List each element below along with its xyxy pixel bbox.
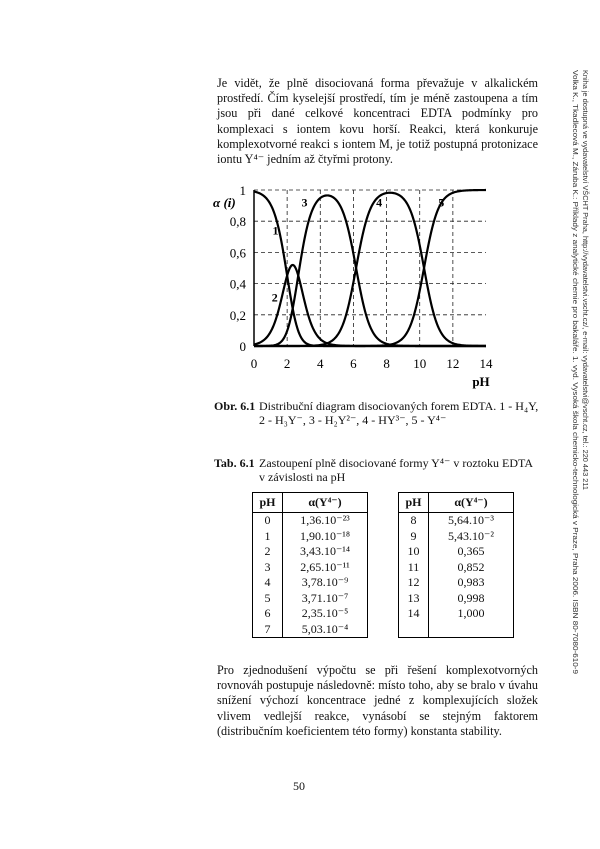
cell-alpha: 0,365 bbox=[457, 544, 485, 559]
figure-caption-text: Distribuční diagram disociovaných forem EDTA. 1 - H₄Y, 2 - H₃Y⁻, 3 - H₂Y²⁻, 4 - HY³⁻, 5 - Y⁴⁻ bbox=[259, 399, 539, 427]
cell-alpha: 5,03.10⁻⁴ bbox=[301, 621, 349, 636]
cell-ph: 12 bbox=[399, 575, 429, 591]
x-tick-label: 0 bbox=[250, 356, 258, 371]
page-number: 50 bbox=[293, 779, 305, 793]
series-label-4: 4 bbox=[376, 195, 383, 210]
cell-alpha: 3,43.10⁻¹⁴ bbox=[299, 544, 351, 559]
cell-ph: 0 bbox=[253, 513, 283, 529]
y-tick-label: 0,6 bbox=[229, 245, 246, 261]
table-caption-label: Tab. 6.1 bbox=[214, 456, 255, 470]
table-row bbox=[399, 529, 514, 545]
table-row bbox=[253, 513, 368, 529]
citation-line-1: Volka K., Tkadlecová M., Záruba K.: Příklady z analytické chemie pro bakaláře. 1. vyd. Vysoká škola chemicko-technologická v Praze, Praha 2006. ISBN 80-7080-610-9 bbox=[571, 70, 580, 605]
cell-alpha: 5,64.10⁻³ bbox=[448, 513, 494, 528]
distribution-chart bbox=[205, 182, 505, 392]
cell-alpha: 2,65.10⁻¹¹ bbox=[300, 559, 350, 574]
cell-alpha: 0,998 bbox=[457, 590, 485, 605]
cell-ph: 2 bbox=[253, 544, 283, 560]
cell-ph: 5 bbox=[253, 591, 283, 607]
x-tick-label: 10 bbox=[413, 356, 427, 371]
intro-paragraph: Je vidět, že plně disociovaná forma převažuje v alkalickém prostředí. Čím kyselejší prostředí, tím je méně zastoupena a tím jsou při dané celkové koncentraci EDTA podmínky pro komplexaci s iontem kovu horší. Reakci, která konkuruje komplexotvorné reakci s iontem M, je totiž postupná protonizace iontu Y⁴⁻ jedním až čtyřmi protony. bbox=[217, 76, 538, 167]
cell-alpha: 1,36.10⁻²³ bbox=[300, 513, 350, 528]
table-row bbox=[253, 529, 368, 545]
y-tick-label: 0 bbox=[239, 339, 246, 354]
x-tick-label: 12 bbox=[446, 356, 460, 371]
table-row bbox=[399, 544, 514, 560]
table-header-ph: pH bbox=[399, 493, 429, 513]
x-tick-label: 6 bbox=[350, 356, 357, 371]
cell-alpha: 1,000 bbox=[457, 606, 485, 621]
cell-ph: 3 bbox=[253, 560, 283, 576]
table-header-alpha: α(Y⁴⁻) bbox=[283, 493, 368, 513]
x-tick-label: 2 bbox=[283, 356, 291, 371]
figure-caption-label: Obr. 6.1 bbox=[214, 399, 256, 413]
outro-paragraph: Pro zjednodušení výpočtu se při řešení komplexotvorných rovnováh postupuje následovně: místo toho, aby se bralo v úvahu snížení výchozí koncentrace jedné z komplexujících složek vlivem vedlejší reakce, vynásobí se stejným faktorem (distribučním koeficientem této formy) konstanta stability. bbox=[217, 663, 538, 738]
table-row bbox=[399, 606, 514, 622]
table-row bbox=[399, 591, 514, 607]
cell-ph bbox=[399, 622, 429, 638]
table-caption-text: Zastoupení plně disociované formy Y⁴⁻ v roztoku EDTA v závislosti na pH bbox=[259, 456, 533, 484]
cell-alpha: 3,78.10⁻⁹ bbox=[301, 575, 349, 590]
table-row bbox=[253, 591, 368, 607]
table-row bbox=[399, 622, 514, 638]
cell-ph: 10 bbox=[399, 544, 429, 560]
citation-line-2: Kniha je dostupná ve vydavatelství VŠCHT Praha, http://vydavatelstvi.vscht.cz/, e-mail: vydavatelstvi@vscht.cz, tel.: 220 443 211 bbox=[581, 70, 590, 481]
series-label-3: 3 bbox=[301, 195, 308, 210]
cell-alpha: 5,43.10⁻² bbox=[448, 528, 494, 543]
cell-ph: 7 bbox=[253, 622, 283, 638]
chart-curves bbox=[254, 190, 486, 346]
cell-ph: 8 bbox=[399, 513, 429, 529]
cell-alpha bbox=[429, 622, 514, 638]
x-tick-label: 8 bbox=[383, 356, 390, 371]
series-label-5: 5 bbox=[438, 195, 445, 210]
y-tick-label: 0,8 bbox=[229, 214, 246, 230]
cell-ph: 4 bbox=[253, 575, 283, 591]
series-label-2: 2 bbox=[271, 290, 278, 305]
alpha-table-right bbox=[398, 492, 514, 638]
table-row bbox=[399, 513, 514, 529]
y-tick-label: 0,2 bbox=[229, 307, 246, 323]
chart-y-label: α (i) bbox=[213, 195, 236, 210]
cell-ph: 9 bbox=[399, 529, 429, 545]
cell-alpha: 2,35.10⁻⁵ bbox=[301, 606, 349, 621]
table-header-alpha: α(Y⁴⁻) bbox=[429, 493, 514, 513]
series-label-1: 1 bbox=[272, 223, 279, 238]
cell-ph: 13 bbox=[399, 591, 429, 607]
table-row bbox=[399, 575, 514, 591]
cell-ph: 11 bbox=[399, 560, 429, 576]
cell-ph: 1 bbox=[253, 529, 283, 545]
cell-alpha: 3,71.10⁻⁷ bbox=[301, 590, 349, 605]
cell-alpha: 1,90.10⁻¹⁸ bbox=[299, 528, 351, 543]
table-row bbox=[253, 622, 368, 638]
table-row bbox=[253, 544, 368, 560]
cell-alpha: 0,852 bbox=[457, 559, 485, 574]
cell-alpha: 0,983 bbox=[457, 575, 485, 590]
table-row bbox=[399, 560, 514, 576]
table-row bbox=[253, 560, 368, 576]
y-tick-label: 1 bbox=[239, 183, 246, 198]
cell-ph: 6 bbox=[253, 606, 283, 622]
x-tick-label: 4 bbox=[317, 356, 324, 371]
citation-sidebar bbox=[561, 70, 591, 770]
cell-ph: 14 bbox=[399, 606, 429, 622]
alpha-table-left bbox=[252, 492, 368, 638]
citation-sidebar-svg bbox=[561, 70, 591, 770]
chart-x-label: pH bbox=[472, 374, 490, 389]
x-tick-label: 14 bbox=[479, 356, 493, 371]
series-curve-2 bbox=[254, 265, 486, 346]
y-tick-label: 0,4 bbox=[229, 276, 246, 292]
table-row bbox=[253, 575, 368, 591]
chart-series-labels bbox=[272, 195, 445, 304]
table-row bbox=[253, 606, 368, 622]
table-header-ph: pH bbox=[253, 493, 283, 513]
